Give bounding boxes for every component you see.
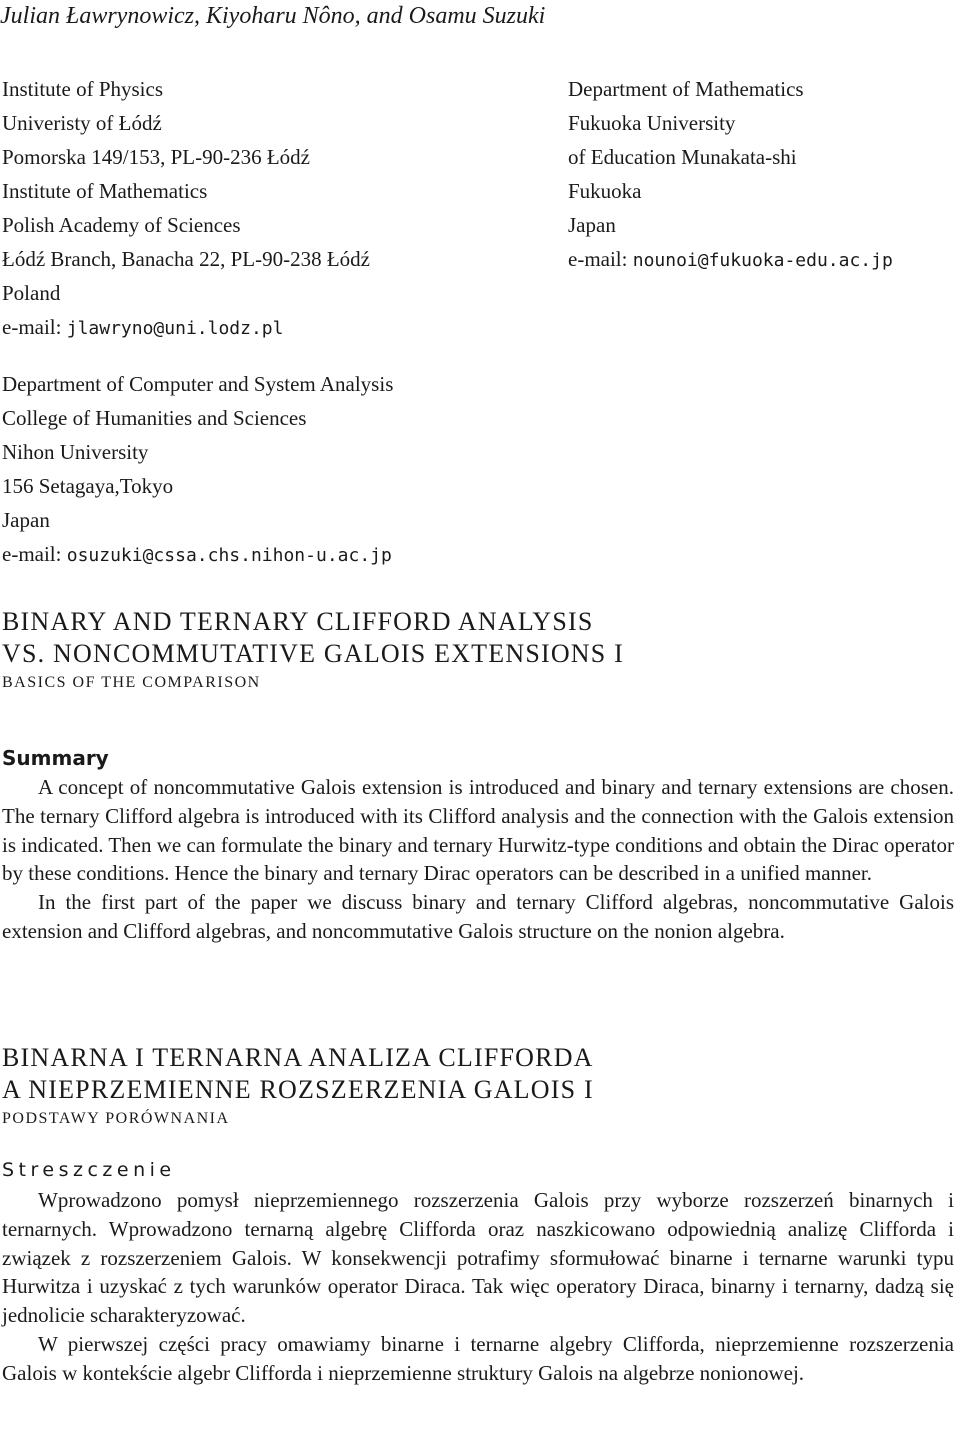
affiliation-line: Fukuoka University	[568, 111, 736, 135]
email-prefix: e-mail:	[568, 247, 633, 271]
affiliation-line: Pomorska 149/153, PL-90-236 Łódź	[2, 145, 310, 169]
title-line: VS. NONCOMMUTATIVE GALOIS EXTENSIONS I	[2, 639, 625, 668]
affiliation-fukuoka	[568, 72, 893, 276]
email-prefix: e-mail:	[2, 315, 67, 339]
affiliation-line: Univeristy of Łódź	[2, 111, 162, 135]
affiliation-line: Institute of Mathematics	[2, 179, 208, 203]
title-line: A NIEPRZEMIENNE ROZSZERZENIA GALOIS I	[2, 1075, 594, 1104]
title-line: BINARY AND TERNARY CLIFFORD ANALYSIS	[2, 607, 594, 636]
affiliation-line: Japan	[2, 508, 50, 532]
affiliation-line: Poland	[2, 281, 61, 305]
affiliation-line: Japan	[568, 213, 616, 237]
streszczenie-paragraph: Wprowadzono pomysł nieprzemiennego rozszerzenia Galois przy wyborze rozszerzeń binarnych i ternarnych. Wprowadzono ternarną algebrę Clifforda oraz naszkicowano odpowiednią analizę Clifforda i związek z rozszerzeniem Galois. W konsekwencji potrafimy sformułować binarne i ternarne warunki typu Hurwitza i uzyskać z tych warunków operator Diraca. Tak więc operatory Diraca, binarny i ternarny, dadzą się jednolicie scharakteryzować.	[2, 1188, 954, 1328]
email-link[interactable]: osuzuki@cssa.chs.nihon-u.ac.jp	[66, 545, 392, 566]
streszczenie-body	[2, 1186, 954, 1388]
affiliation-line: Łódź Branch, Banacha 22, PL-90-238 Łódź	[2, 247, 370, 271]
streszczenie-heading: Streszczenie	[2, 1159, 176, 1181]
summary-body	[2, 773, 954, 946]
affiliation-line: of Education Munakata-shi	[568, 145, 797, 169]
streszczenie-paragraph: W pierwszej części pracy omawiamy binarne i ternarne algebry Clifforda, nieprzemienne rozszerzenia Galois w kontekście algebr Clifforda i nieprzemienne struktury Galois na algebrze nonionowej.	[2, 1331, 954, 1385]
paper-title-english	[2, 606, 624, 696]
email-line	[568, 242, 893, 276]
email-prefix: e-mail:	[2, 542, 67, 566]
affiliation-line: Nihon University	[2, 440, 149, 464]
summary-heading: Summary	[2, 746, 109, 770]
email-link[interactable]: jlawryno@uni.lodz.pl	[66, 318, 284, 339]
affiliation-line: Institute of Physics	[2, 77, 163, 101]
affiliation-lodz	[2, 72, 370, 344]
affiliation-line: 156 Setagaya,Tokyo	[2, 474, 174, 498]
email-line	[2, 537, 393, 571]
summary-paragraph: In the first part of the paper we discuss binary and ternary Clifford algebras, noncommutative Galois extension and Clifford algebras, and noncommutative Galois structure on the nonion algebra.	[2, 890, 954, 943]
affiliation-line: Department of Mathematics	[568, 77, 804, 101]
title-line: BINARNA I TERNARNA ANALIZA CLIFFORDA	[2, 1043, 594, 1072]
email-link[interactable]: nounoi@fukuoka-edu.ac.jp	[632, 250, 893, 271]
affiliation-line: College of Humanities and Sciences	[2, 406, 307, 430]
paper-subtitle: PODSTAWY PORÓWNANIA	[2, 1110, 230, 1127]
summary-paragraph: A concept of noncommutative Galois extension is introduced and binary and ternary extensions are chosen. The ternary Clifford algebra is introduced with its Clifford analysis and the connection with the Galois extension is indicated. Then we can formulate the binary and ternary Hurwitz-type conditions and obtain the Dirac operator by these conditions. Hence the binary and ternary Dirac operators can be described in a unified manner.	[2, 775, 954, 886]
paper-subtitle: BASICS OF THE COMPARISON	[2, 674, 261, 691]
affiliation-nihon	[2, 367, 393, 571]
affiliation-line: Department of Computer and System Analysis	[2, 372, 394, 396]
paper-title-polish	[2, 1042, 594, 1132]
affiliation-line: Fukuoka	[568, 179, 642, 203]
affiliation-line: Polish Academy of Sciences	[2, 213, 241, 237]
email-line	[2, 310, 370, 344]
running-header-authors: Julian Ławrynowicz, Kiyoharu Nôno, and Osamu Suzuki	[0, 3, 546, 29]
